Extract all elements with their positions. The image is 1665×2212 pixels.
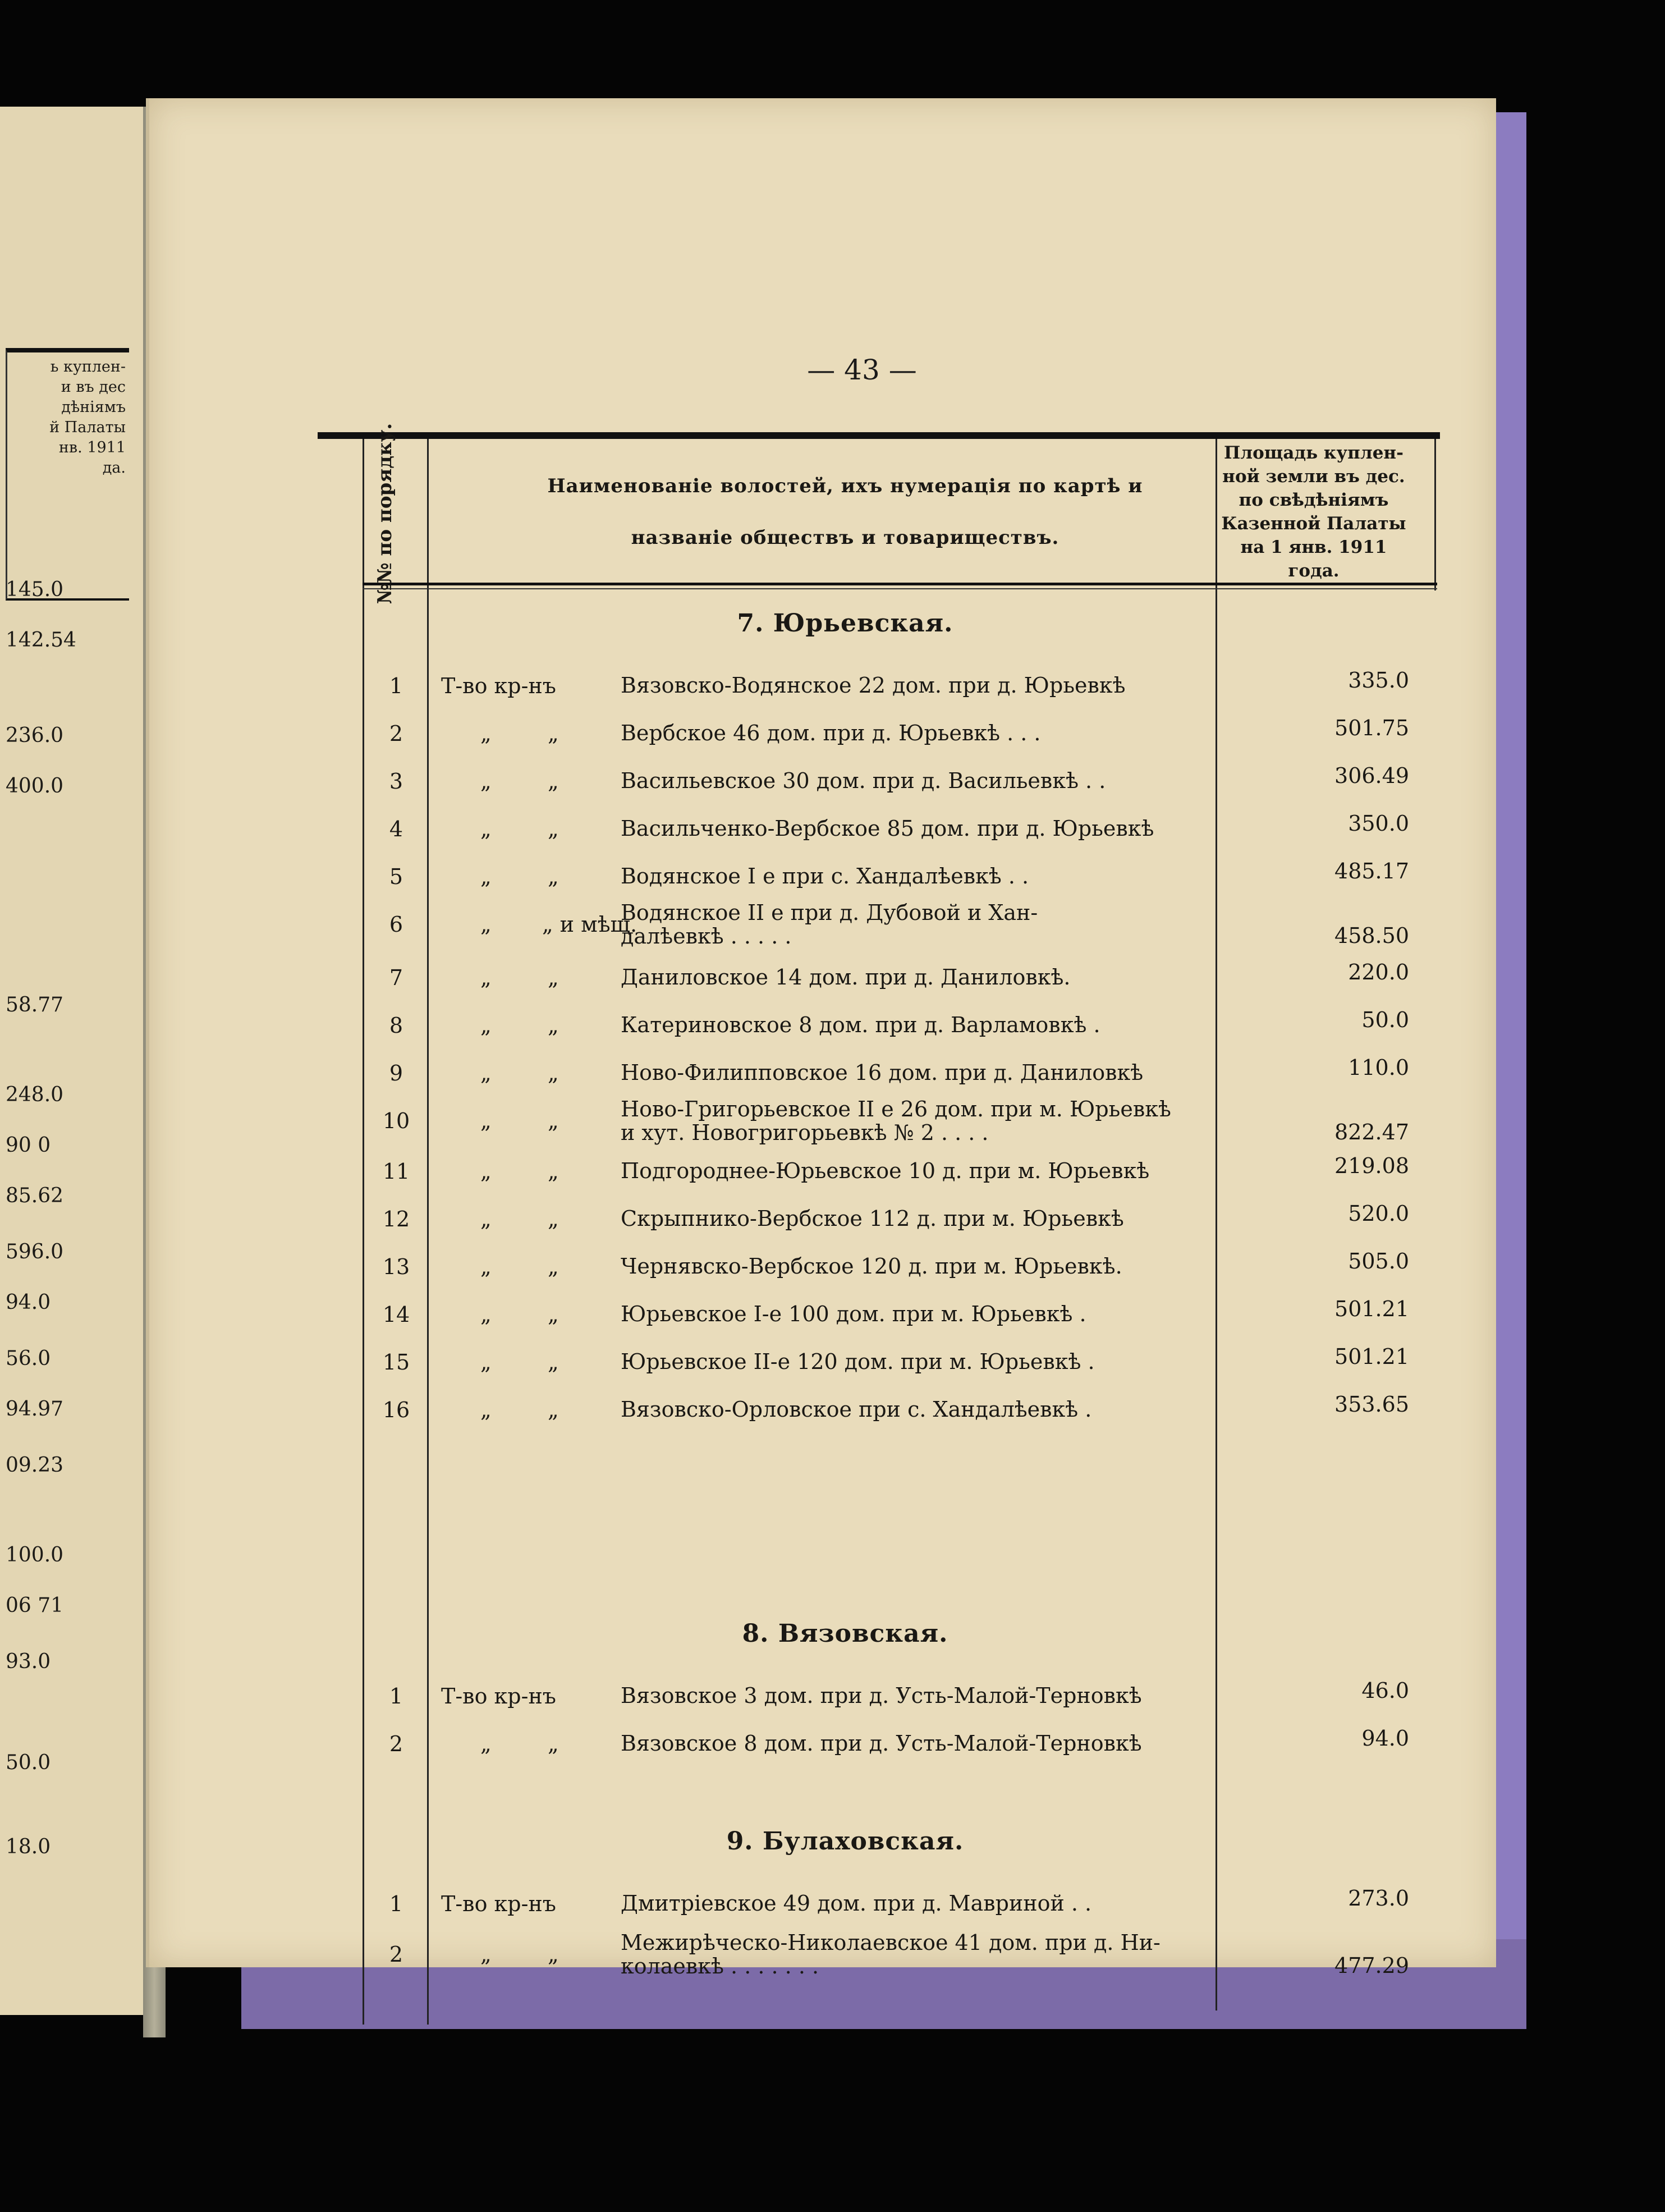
left-page-value: 93.0: [6, 1650, 51, 1673]
ditto-mark: „: [548, 1061, 559, 1086]
column-rule: [363, 439, 364, 2025]
ditto-mark: „: [548, 1350, 559, 1375]
row-area-value: 46.0: [1361, 1678, 1409, 1703]
left-page-value: 145.0: [6, 578, 64, 601]
ditto-mark: „: [548, 1254, 559, 1279]
row-number: 8: [389, 1013, 403, 1038]
page-number: — 43 —: [807, 354, 917, 386]
row-number: 11: [382, 1159, 410, 1184]
ditto-mark: „: [480, 1013, 492, 1038]
ditto-mark: „: [480, 912, 492, 937]
ditto-mark: „: [480, 721, 492, 746]
row-area-value: 520.0: [1348, 1201, 1409, 1226]
ditto-mark: „: [480, 1398, 492, 1422]
row-name: Ново-Филипповское 16 дом. при д. Даниловкѣ: [621, 1060, 1144, 1085]
header-rule-thin: [363, 588, 1437, 589]
row-number: 3: [389, 769, 403, 794]
left-page-value: 142.54: [6, 629, 76, 652]
row-area-value: 110.0: [1348, 1055, 1409, 1080]
ditto-mark: „: [548, 1207, 559, 1231]
row-area-value: 485.17: [1334, 859, 1409, 883]
ditto-mark: „: [548, 769, 559, 794]
row-area-value: 306.49: [1334, 763, 1409, 788]
left-page-value: 94.0: [6, 1291, 51, 1314]
row-area-value: 50.0: [1361, 1007, 1409, 1032]
header-title: Наименованіе волостей, ихъ нумерація по картѣ и названіе обществъ и товариществъ.: [547, 475, 1143, 549]
ditto-mark: „: [480, 864, 492, 889]
ditto-mark: „ и мѣщ.: [542, 912, 637, 937]
ditto-mark: „: [480, 1942, 492, 1967]
row-number: 6: [389, 912, 403, 937]
column-rule: [1434, 439, 1436, 590]
left-page-value: 248.0: [6, 1083, 64, 1106]
row-name: Катериновское 8 дом. при д. Варламовкѣ .: [621, 1013, 1100, 1037]
row-number: 13: [382, 1254, 410, 1279]
ditto-mark: „: [480, 1302, 492, 1327]
row-name: Вязовско-Водянское 22 дом. при д. Юрьевкѣ: [621, 673, 1126, 698]
section-title: 8. Вязовская.: [742, 1619, 948, 1648]
ditto-mark: „: [548, 1013, 559, 1038]
row-prefix: Т-во кр-нъ: [441, 1684, 556, 1709]
row-name: Вязовское 3 дом. при д. Усть-Малой-Терновкѣ: [621, 1683, 1142, 1708]
left-page: [0, 107, 160, 2015]
row-number: 2: [389, 1942, 403, 1967]
row-name: Юрьевское II-е 120 дом. при м. Юрьевкѣ .: [621, 1349, 1095, 1374]
row-number: 15: [382, 1350, 410, 1375]
section-title: 9. Булаховская.: [726, 1827, 964, 1856]
left-page-value: 06 71: [6, 1594, 64, 1617]
row-number: 16: [382, 1398, 410, 1422]
row-area-value: 350.0: [1348, 811, 1409, 836]
row-name: Васильченко-Вербское 85 дом. при д. Юрьевкѣ: [621, 816, 1154, 841]
left-page-value: 596.0: [6, 1240, 64, 1263]
row-number: 1: [389, 1892, 403, 1916]
row-name: Подгороднее-Юрьевское 10 д. при м. Юрьевкѣ: [621, 1158, 1150, 1183]
ditto-mark: „: [480, 965, 492, 990]
left-page-value: 90 0: [6, 1134, 51, 1157]
ditto-mark: „: [548, 1159, 559, 1184]
ditto-mark: „: [548, 1732, 559, 1756]
ditto-mark: „: [548, 817, 559, 841]
header-number-column: №№ по порядку.: [374, 423, 397, 604]
row-name: Межирѣческо-Николаевское 41 дом. при д. Ни- колаевкѣ . . . . . . .: [621, 1930, 1161, 1979]
table-top-rule: [318, 432, 1440, 439]
left-page-value: 85.62: [6, 1184, 64, 1207]
left-page-header: ь куплен- и въ дес дѣніямъ й Палаты нв. 1911 да.: [6, 348, 129, 601]
left-page-value: 400.0: [6, 775, 64, 798]
ditto-mark: „: [480, 769, 492, 794]
row-number: 12: [382, 1207, 410, 1231]
row-name: Чернявско-Вербское 120 д. при м. Юрьевкѣ.: [621, 1254, 1122, 1279]
ditto-mark: „: [548, 1942, 559, 1967]
row-name: Ново-Григорьевское II е 26 дом. при м. Юрьевкѣ и хут. Новогригорьевкѣ № 2 . . . .: [621, 1097, 1171, 1145]
ditto-mark: „: [548, 1302, 559, 1327]
row-area-value: 353.65: [1334, 1392, 1409, 1417]
row-number: 4: [389, 817, 403, 841]
row-area-value: 501.21: [1334, 1297, 1409, 1321]
row-prefix: Т-во кр-нъ: [441, 1892, 556, 1916]
row-number: 9: [389, 1061, 403, 1086]
row-area-value: 94.0: [1361, 1726, 1409, 1751]
ditto-mark: „: [548, 1109, 559, 1133]
row-number: 10: [382, 1109, 410, 1133]
column-rule: [427, 439, 429, 2025]
ditto-mark: „: [480, 1109, 492, 1133]
ditto-mark: „: [548, 1398, 559, 1422]
row-name: Васильевское 30 дом. при д. Васильевкѣ . .: [621, 768, 1106, 793]
row-area-value: 822.47: [1334, 1120, 1409, 1144]
left-page-value: 56.0: [6, 1347, 51, 1370]
row-area-value: 273.0: [1348, 1886, 1409, 1911]
left-page-column: [6, 107, 154, 2015]
row-number: 1: [389, 674, 403, 698]
left-page-value: 58.77: [6, 993, 64, 1016]
row-name: Юрьевское I-е 100 дом. при м. Юрьевкѣ .: [621, 1302, 1086, 1326]
row-area-value: 458.50: [1334, 923, 1409, 948]
row-number: 1: [389, 1684, 403, 1709]
row-name: Дмитріевское 49 дом. при д. Мавриной . .: [621, 1891, 1092, 1916]
row-name: Водянское I е при с. Хандалѣевкѣ . .: [621, 864, 1029, 889]
row-number: 7: [389, 965, 403, 990]
header-area-column: Площадь куплен- ной земли въ дес. по свѣдѣніямъ Казенной Палаты на 1 янв. 1911 года.: [1221, 443, 1406, 581]
row-area-value: 501.75: [1334, 716, 1409, 740]
ditto-mark: „: [480, 1061, 492, 1086]
section-title: 7. Юрьевская.: [737, 609, 953, 638]
row-name: Вязовское 8 дом. при д. Усть-Малой-Терновкѣ: [621, 1731, 1142, 1756]
row-area-value: 219.08: [1334, 1153, 1409, 1178]
row-name: Даниловское 14 дом. при д. Даниловкѣ.: [621, 965, 1071, 990]
row-number: 5: [389, 864, 403, 889]
left-page-value: 18.0: [6, 1835, 51, 1858]
ditto-mark: „: [548, 721, 559, 746]
row-prefix: Т-во кр-нъ: [441, 674, 556, 698]
row-area-value: 335.0: [1348, 668, 1409, 693]
left-page-value: 94.97: [6, 1398, 64, 1421]
row-area-value: 501.21: [1334, 1344, 1409, 1369]
header-rule: [363, 583, 1437, 585]
row-name: Вязовско-Орловское при с. Хандалѣевкѣ .: [621, 1397, 1092, 1422]
ditto-mark: „: [548, 864, 559, 889]
ditto-mark: „: [480, 1254, 492, 1279]
row-number: 14: [382, 1302, 410, 1327]
land-table: [318, 423, 1415, 2026]
row-name: Водянское II е при д. Дубовой и Хан- далѣевкѣ . . . . .: [621, 900, 1038, 949]
left-page-value: 236.0: [6, 724, 64, 747]
row-area-value: 477.29: [1334, 1953, 1409, 1978]
row-name: Вербское 46 дом. при д. Юрьевкѣ . . .: [621, 721, 1041, 745]
right-page: [146, 98, 1496, 1979]
row-number: 2: [389, 1732, 403, 1756]
row-number: 2: [389, 721, 403, 746]
row-area-value: 220.0: [1348, 960, 1409, 984]
ditto-mark: „: [548, 965, 559, 990]
row-area-value: 505.0: [1348, 1249, 1409, 1274]
ditto-mark: „: [480, 1207, 492, 1231]
ditto-mark: „: [480, 1732, 492, 1756]
left-page-value: 09.23: [6, 1454, 64, 1477]
ditto-mark: „: [480, 817, 492, 841]
ditto-mark: „: [480, 1159, 492, 1184]
ditto-mark: „: [480, 1350, 492, 1375]
left-page-value: 50.0: [6, 1751, 51, 1774]
left-page-value: 100.0: [6, 1544, 64, 1567]
row-name: Скрыпнико-Вербское 112 д. при м. Юрьевкѣ: [621, 1206, 1124, 1231]
